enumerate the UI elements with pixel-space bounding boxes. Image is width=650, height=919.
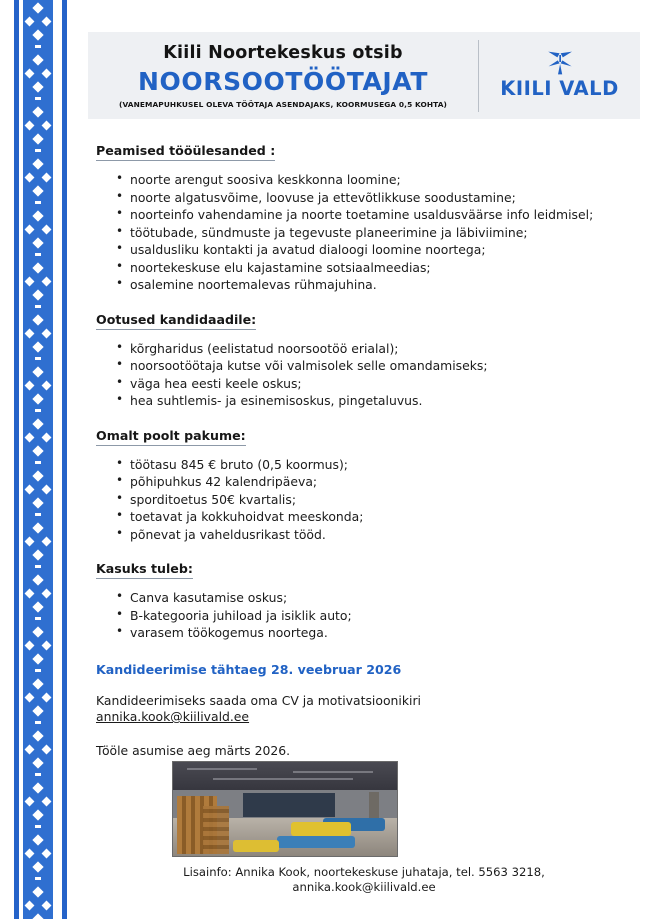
list-item: • hea suhtlemis- ja esinemisoskus, pingetaluvus. bbox=[130, 393, 650, 410]
band-unit bbox=[23, 208, 53, 260]
photo-couch bbox=[233, 840, 279, 852]
photo-ceiling bbox=[173, 762, 397, 792]
footer-line-2: annika.kook@kiilivald.ee bbox=[292, 880, 436, 895]
document-content bbox=[78, 0, 650, 919]
section bbox=[96, 425, 650, 544]
deadline-text: Kandideerimise tähtaeg 28. veebruar 2026 bbox=[96, 661, 402, 677]
decorative-left-band bbox=[0, 0, 78, 919]
apply-email-link[interactable]: annika.kook@kiilivald.ee bbox=[96, 709, 250, 725]
band-unit bbox=[23, 52, 53, 104]
dragonfly-icon bbox=[543, 51, 577, 75]
page-title: NOORSOOTÖÖTAJAT bbox=[138, 66, 428, 96]
band-unit bbox=[23, 416, 53, 468]
photo-ceiling-strip bbox=[187, 768, 257, 770]
band-unit bbox=[23, 0, 53, 52]
footer-line-1: Lisainfo: Annika Kook, noortekeskuse juhataja, tel. 5563 3218, bbox=[183, 865, 545, 879]
list-item: • osalemine noortemalevas rühmajuhina. bbox=[130, 277, 650, 294]
footer-contact bbox=[78, 865, 650, 895]
photo-couch bbox=[277, 836, 355, 848]
section bbox=[96, 558, 650, 642]
band-unit bbox=[23, 104, 53, 156]
list-item: • varasem töökogemus noortega. bbox=[130, 625, 650, 642]
list-item: • noorteinfo vahendamine ja noorte toetamine usaldusväärse info leidmisel; bbox=[130, 207, 650, 224]
list-item: • töötasu 845 € bruto (0,5 koormus); bbox=[130, 457, 650, 474]
body bbox=[96, 140, 650, 758]
band-unit bbox=[23, 728, 53, 780]
list-item: • noorte arengut soosiva keskkonna loomine; bbox=[130, 172, 650, 189]
band-unit bbox=[23, 624, 53, 676]
section-list bbox=[96, 590, 650, 642]
band-unit bbox=[23, 676, 53, 728]
section bbox=[96, 140, 650, 294]
list-item: • noorsootöötaja kutse või valmisolek selle omandamiseks; bbox=[130, 358, 650, 375]
band-pattern bbox=[23, 0, 53, 919]
section-title: Omalt poolt pakume: bbox=[96, 428, 246, 446]
list-item: • väga hea eesti keele oskus; bbox=[130, 376, 650, 393]
header-panel bbox=[88, 32, 640, 119]
section-list bbox=[96, 341, 650, 410]
band-unit bbox=[23, 260, 53, 312]
band-line-left bbox=[14, 0, 19, 919]
apply-paragraph bbox=[96, 693, 623, 726]
header-note: (VANEMAPUHKUSEL OLEVA TÖÖTAJA ASENDAJAKS, KOORMUSEGA 0,5 KOHTA) bbox=[118, 99, 448, 109]
list-item: • noorte algatusvõime, loovuse ja ettevõtlikkuse soodustamine; bbox=[130, 190, 650, 207]
header-subtitle: Kiili Noortekeskus otsib bbox=[163, 42, 403, 63]
apply-text: Kandideerimiseks saada oma CV ja motivatsioonikiri bbox=[96, 692, 421, 708]
list-item: • Canva kasutamise oskus; bbox=[130, 590, 650, 607]
list-item: • kõrgharidus (eelistatud noorsootöö erialal); bbox=[130, 341, 650, 358]
youth-center-photo bbox=[172, 761, 398, 857]
list-item: • usaldusliku kontakti ja avatud dialoogi loomine noortega; bbox=[130, 242, 650, 259]
section-title: Kasuks tuleb: bbox=[96, 561, 193, 579]
photo-ceiling-strip bbox=[213, 778, 353, 780]
section-title: Peamised tööülesanded : bbox=[96, 143, 275, 161]
section-list bbox=[96, 172, 650, 294]
section-title: Ootused kandidaadile: bbox=[96, 312, 256, 330]
band-line-right bbox=[62, 0, 67, 919]
sections-host bbox=[96, 140, 650, 642]
logo bbox=[479, 51, 640, 100]
photo-wooden-structure bbox=[203, 806, 229, 854]
start-date-text: Tööle asumise aeg märts 2026. bbox=[96, 742, 291, 758]
list-item: • sporditoetus 50€ kvartalis; bbox=[130, 492, 650, 509]
photo-couch bbox=[291, 822, 351, 836]
band-unit bbox=[23, 832, 53, 884]
list-item: • B-kategooria juhiload ja isiklik auto; bbox=[130, 608, 650, 625]
band-unit bbox=[23, 468, 53, 520]
list-item: • toetavat ja kokkuhoidvat meeskonda; bbox=[130, 509, 650, 526]
band-unit bbox=[23, 572, 53, 624]
band-unit bbox=[23, 156, 53, 208]
band-unit bbox=[23, 312, 53, 364]
logo-text: KIILI VALD bbox=[500, 77, 619, 100]
photo-ceiling-strip bbox=[293, 771, 373, 773]
list-item: • töötubade, sündmuste ja tegevuste planeerimine ja läbiviimine; bbox=[130, 225, 650, 242]
list-item: • noortekeskuse elu kajastamine sotsiaalmeedias; bbox=[130, 260, 650, 277]
band-unit bbox=[23, 884, 53, 919]
band-unit bbox=[23, 364, 53, 416]
list-item: • põhipuhkus 42 kalendripäeva; bbox=[130, 474, 650, 491]
section-list bbox=[96, 457, 650, 544]
list-item: • põnevat ja vaheldusrikast tööd. bbox=[130, 527, 650, 544]
photo-wall-art bbox=[243, 793, 335, 817]
band-unit bbox=[23, 520, 53, 572]
band-unit bbox=[23, 780, 53, 832]
header-title-group bbox=[88, 43, 478, 109]
section bbox=[96, 309, 650, 410]
